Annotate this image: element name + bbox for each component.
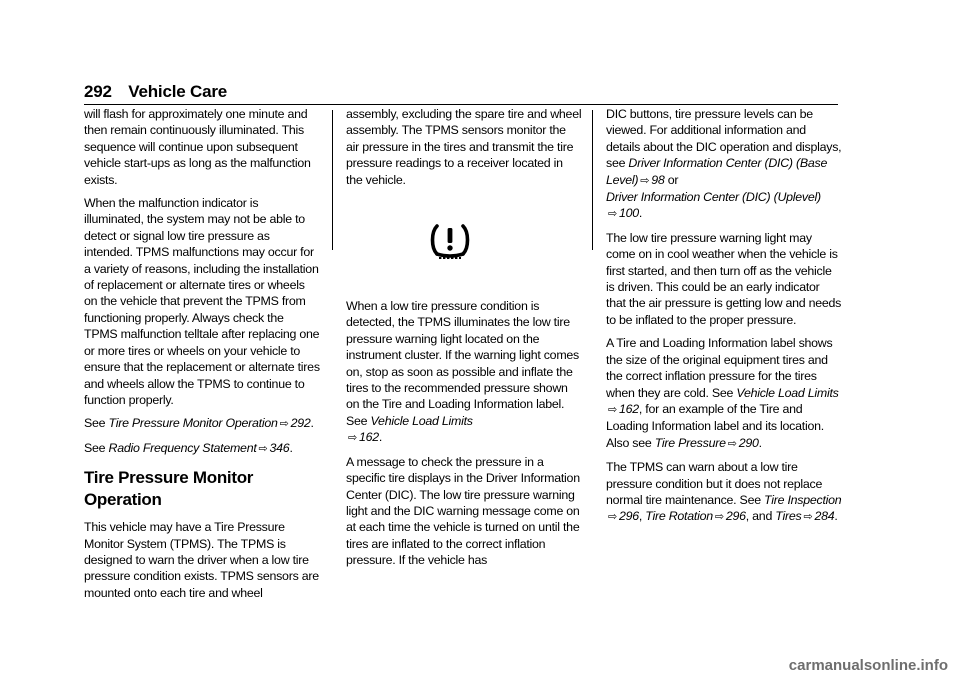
link-tires[interactable]: Tires bbox=[775, 509, 802, 524]
page-ref[interactable]: 162 bbox=[358, 430, 379, 445]
paragraph: When the malfunction indicator is illuminated, the system may not be able to detect or signal low tire pressure as intended. TPMS malfunctions may occur for a variety of reasons, including the installation of replacement or alternate tires or wheels on the vehicle that prevent the TPMS from functioning properly. Always check the TPMS malfunction telltale after replacing one or more tires or wheels on your vehicle to ensure that the replacement or alternate tires and wheels allow the TPMS to continue to function properly. bbox=[84, 196, 320, 407]
link-vehicle-load-limits[interactable]: Vehicle Load Limits bbox=[370, 413, 473, 428]
page-ref[interactable]: 346 bbox=[269, 440, 290, 455]
paragraph: assembly, excluding the spare tire and wheel assembly. The TPMS sensors monitor the air pressure in the tires and transmit the tire pressure readings to a receiver located in the vehicle. bbox=[346, 107, 582, 187]
paragraph: A Tire and Loading Information label shows the size of the original equipment tires and the correct inflation pressure for the tires when they are cold. See Vehicle Load Limits ⇨ 162, for an example of the Tire and Loading Information label and its location. Also see Tire Pressure ⇨ 290. bbox=[606, 336, 839, 450]
page-arrow-icon: ⇨ bbox=[803, 511, 813, 524]
link-tire-inspection[interactable]: Tire Inspection bbox=[764, 492, 842, 507]
page-ref[interactable]: 100 bbox=[618, 206, 639, 221]
page-ref[interactable]: 98 bbox=[651, 172, 665, 187]
page-number: 292 bbox=[84, 82, 112, 101]
page-arrow-icon: ⇨ bbox=[258, 442, 268, 455]
watermark: carmanualsonline.info bbox=[788, 657, 948, 674]
page-arrow-icon: ⇨ bbox=[279, 418, 289, 431]
section-title: Tire Pressure Monitor Operation bbox=[84, 468, 254, 510]
page-ref[interactable]: 284 bbox=[814, 509, 835, 524]
page-arrow-icon: ⇨ bbox=[608, 511, 617, 524]
tire-pressure-warning-icon bbox=[428, 218, 472, 262]
link-tire-pressure-monitor-operation[interactable]: Tire Pressure Monitor Operation bbox=[108, 416, 278, 431]
paragraph: When a low tire pressure condition is detected, the TPMS illuminates the low tire pressure warning light located on the instrument cluster. If the warning light comes on, stop as soon as possible and inflate the tires to the recommended pressure shown on the Tire and Loading Information label. See Vehicle Load Limits ⇨ 162. bbox=[346, 299, 579, 445]
page-ref[interactable]: 292 bbox=[290, 416, 311, 431]
column-3 bbox=[606, 106, 842, 533]
link-tire-pressure[interactable]: Tire Pressure bbox=[654, 435, 726, 450]
link-tire-rotation[interactable]: Tire Rotation bbox=[645, 509, 713, 524]
page-arrow-icon: ⇨ bbox=[727, 437, 737, 450]
link-vehicle-load-limits[interactable]: Vehicle Load Limits bbox=[736, 385, 839, 400]
column-divider-2 bbox=[592, 110, 593, 250]
page-header bbox=[84, 82, 838, 104]
see-reference-1: See Tire Pressure Monitor Operation ⇨ 292. bbox=[84, 416, 314, 431]
paragraph: will flash for approximately one minute and then remain continuously illuminated. This sequence will continue upon subsequent vehicle start-ups as long as the malfunction exists. bbox=[84, 107, 311, 187]
page-arrow-icon: ⇨ bbox=[608, 403, 617, 416]
page-ref[interactable]: 296 bbox=[725, 509, 746, 524]
page-arrow-icon: ⇨ bbox=[348, 432, 357, 445]
page-ref[interactable]: 290 bbox=[738, 435, 759, 450]
link-dic-uplevel[interactable]: Driver Information Center (DIC) (Uplevel) bbox=[606, 190, 821, 205]
section-name: Vehicle Care bbox=[128, 82, 228, 101]
paragraph: A message to check the pressure in a specific tire displays in the Driver Information Center (DIC). The low tire pressure warning light and the DIC warning message come on at each time the vehicle is turned on until the tires are inflated to the correct inflation pressure. If the vehicle has bbox=[346, 454, 580, 568]
paragraph: This vehicle may have a Tire Pressure Monitor System (TPMS). The TPMS is designed to warn the driver when a low tire pressure condition exists. TPMS sensors are mounted onto each tire and wheel bbox=[84, 520, 319, 600]
paragraph: DIC buttons, tire pressure levels can be viewed. For additional information and details about the DIC operation and displays, see Driver Information Center (DIC) (Base Level) ⇨ 98 or Driver Information Center (DIC) (Uplevel) ⇨ 100. bbox=[606, 107, 842, 221]
page-arrow-icon: ⇨ bbox=[608, 208, 617, 221]
page-arrow-icon: ⇨ bbox=[640, 174, 650, 187]
paragraph: The TPMS can warn about a low tire pressure condition but it does not replace normal tire maintenance. See Tire Inspection ⇨ 296, Tire Rotation ⇨ 296, and Tires ⇨ 284. bbox=[606, 460, 842, 524]
column-2 bbox=[346, 106, 582, 576]
column-divider-1 bbox=[332, 110, 333, 250]
page-ref[interactable]: 162 bbox=[618, 401, 639, 416]
page-ref[interactable]: 296 bbox=[618, 509, 639, 524]
link-radio-frequency-statement[interactable]: Radio Frequency Statement bbox=[108, 440, 257, 455]
link-dic-base-level[interactable]: Driver Information Center (DIC) (Base Level) bbox=[606, 156, 828, 187]
paragraph: The low tire pressure warning light may come on in cool weather when the vehicle is first started, and then turn off as the vehicle is driven. This could be an early indicator that the air pressure is getting low and needs to be inflated to the proper pressure. bbox=[606, 230, 842, 327]
page-arrow-icon: ⇨ bbox=[714, 511, 724, 524]
header-rule bbox=[84, 104, 838, 105]
see-reference-2: See Radio Frequency Statement ⇨ 346. bbox=[84, 440, 293, 455]
column-1 bbox=[84, 106, 320, 608]
